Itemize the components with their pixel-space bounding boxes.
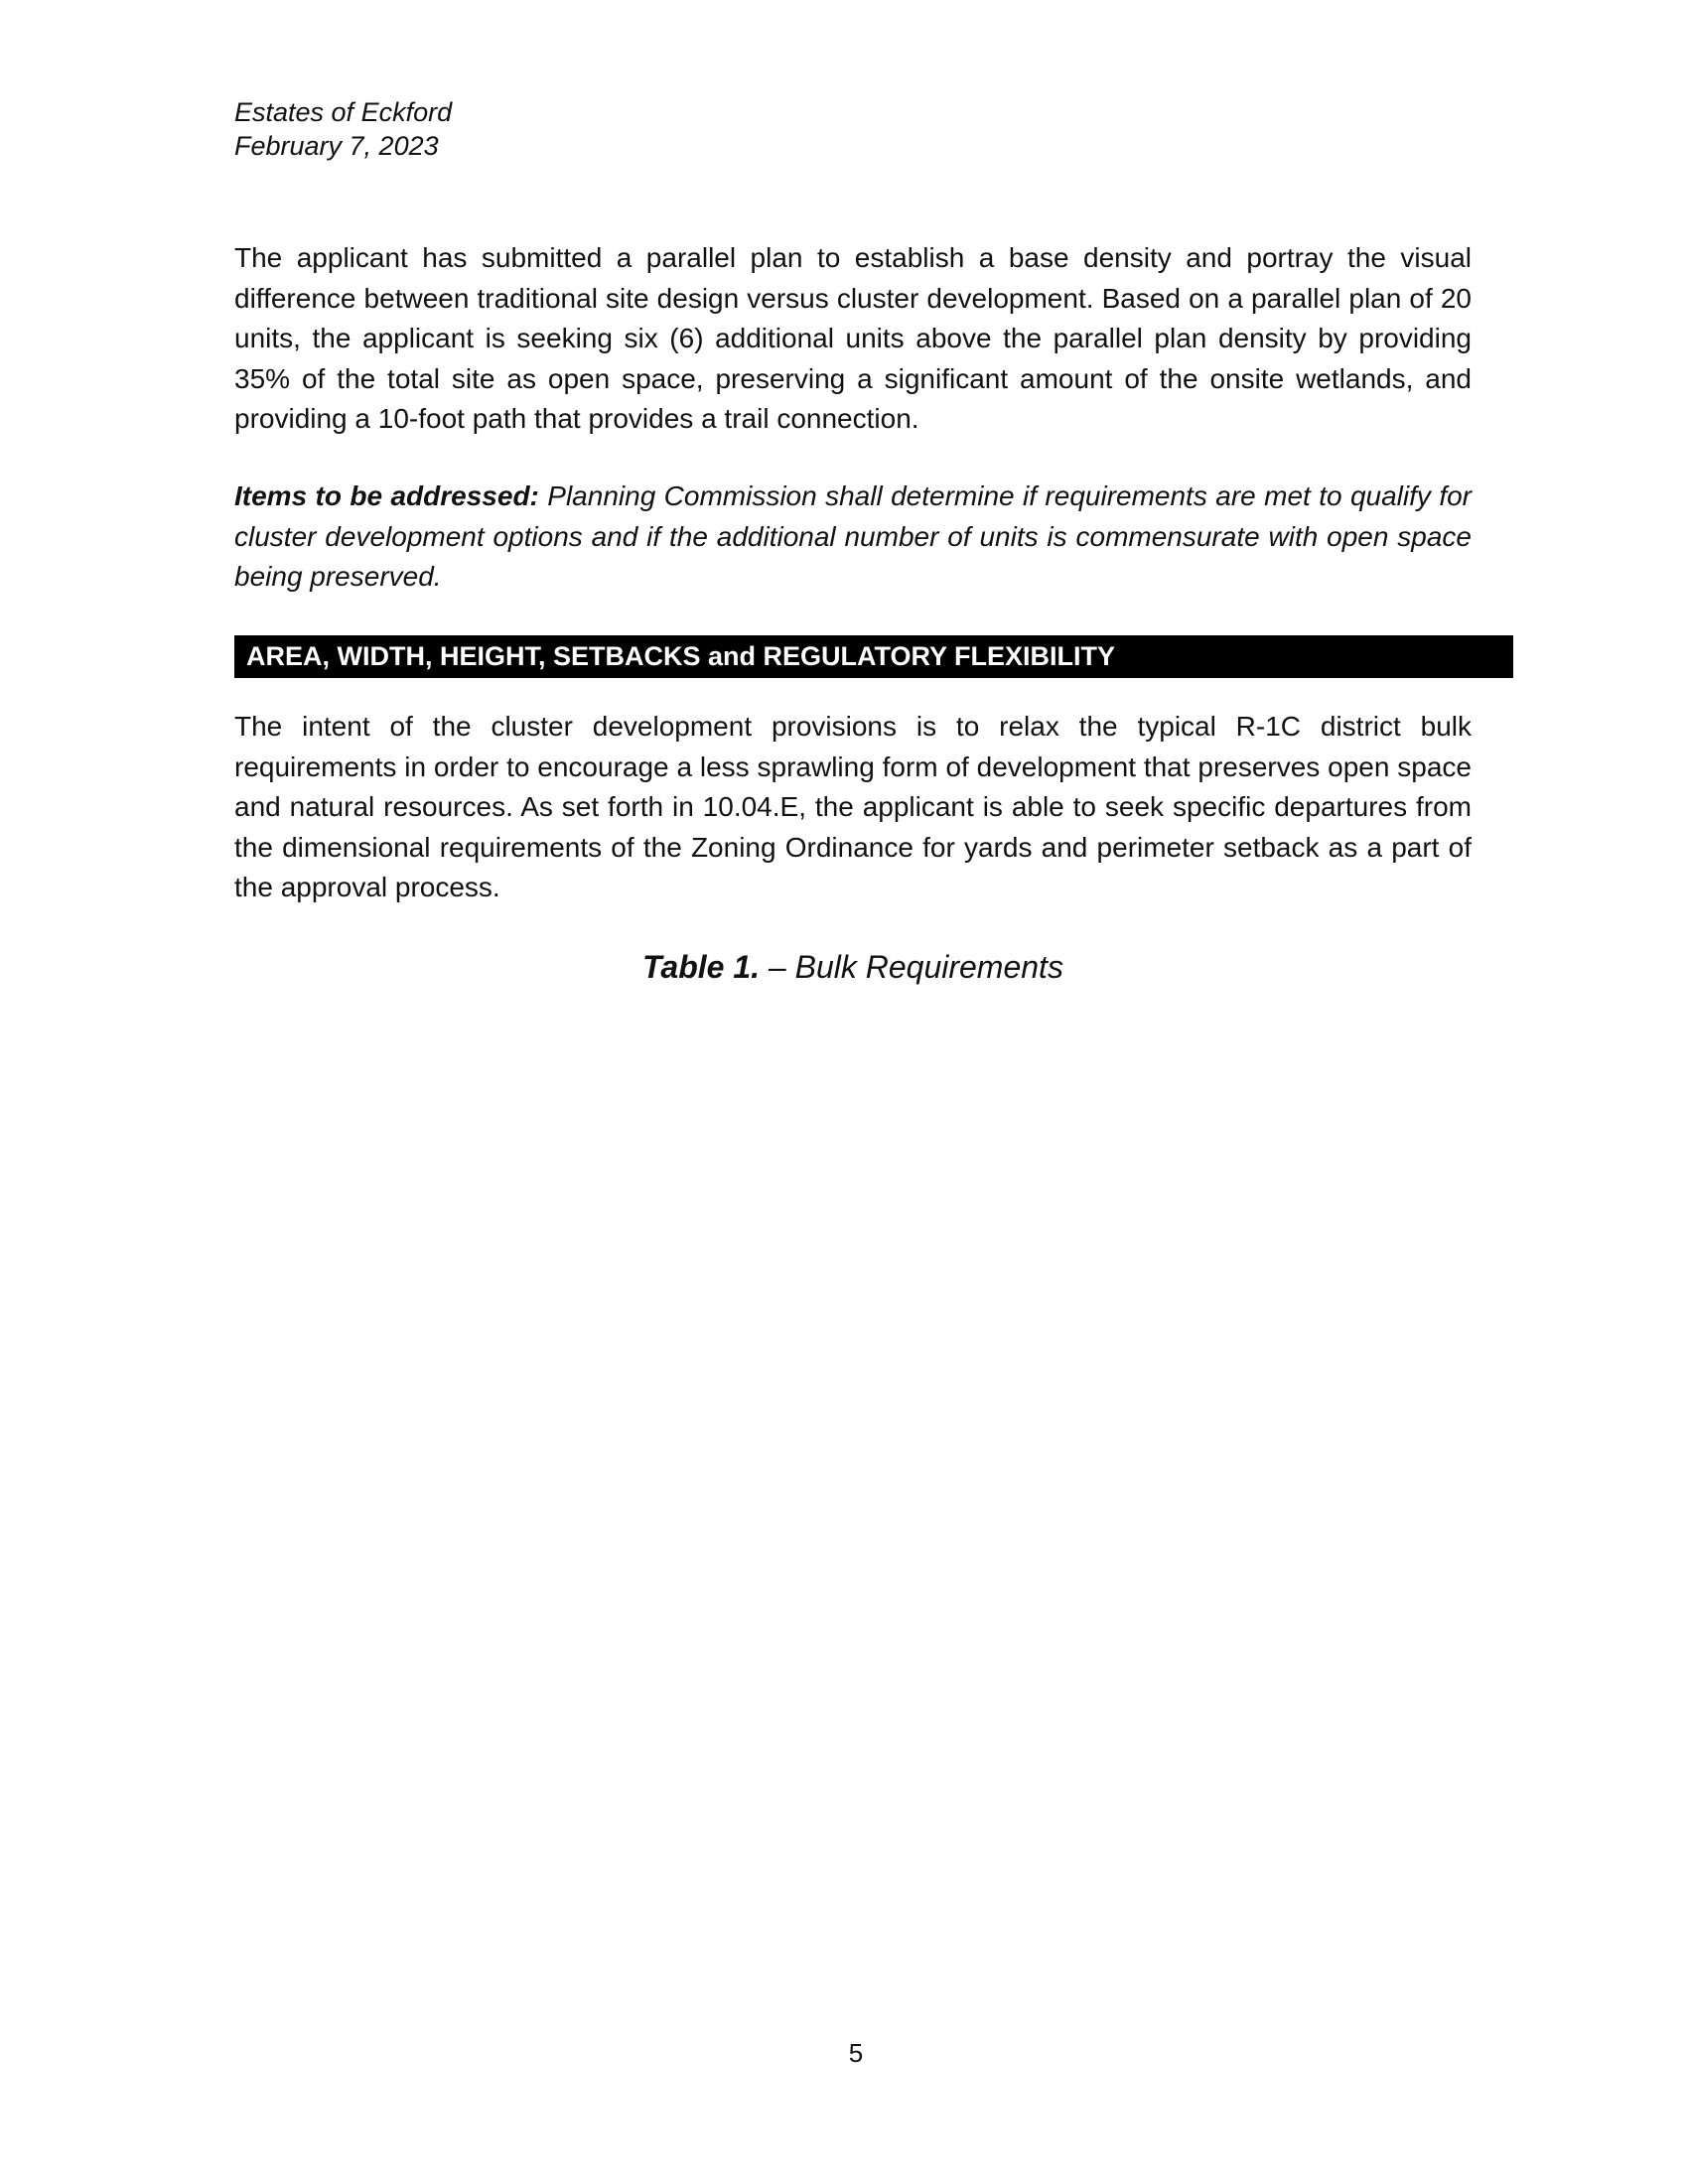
table-caption (234, 945, 1472, 989)
items-to-address-text: Planning Commission shall determine if requirements are met to qualify for cluster development options and if the additional number of units is commensurate with open space being preserved. (234, 480, 1472, 592)
header-date: February 7, 2023 (234, 131, 439, 161)
section-heading-text: AREA, WIDTH, HEIGHT, SETBACKS and REGULATORY FLEXIBILITY (246, 641, 1116, 671)
paragraph-parallel-plan: The applicant has submitted a parallel plan to establish a base density and portray the visual difference between traditional site design versus cluster development. Based on a parallel plan of 20 units, the applicant is seeking six (6) additional units above the parallel plan density by providing 35% of the total site as open space, preserving a significant amount of the onsite wetlands, and providing a 10-foot path that provides a trail connection. (234, 242, 1472, 434)
section-heading-bar (234, 635, 1513, 678)
page-number: 5 (848, 2038, 864, 2068)
document-header (234, 95, 452, 163)
paragraph-cluster-provisions: The intent of the cluster development provisions is to relax the typical R-1C district bulk requirements in order to encourage a less sprawling form of development that preserves open space and natural resources. As set forth in 10.04.E, the applicant is able to seek specific departures from the dimensional requirements of the Zoning Ordinance for yards and perimeter setback as a part of the approval process. (234, 711, 1472, 902)
paragraph-items-to-address (234, 477, 1472, 598)
table-caption-title: – Bulk Requirements (760, 949, 1063, 985)
table-caption-label: Table 1. (642, 949, 761, 985)
items-to-address-label: Items to be addressed: (234, 480, 539, 511)
header-project-name: Estates of Eckford (234, 97, 453, 127)
